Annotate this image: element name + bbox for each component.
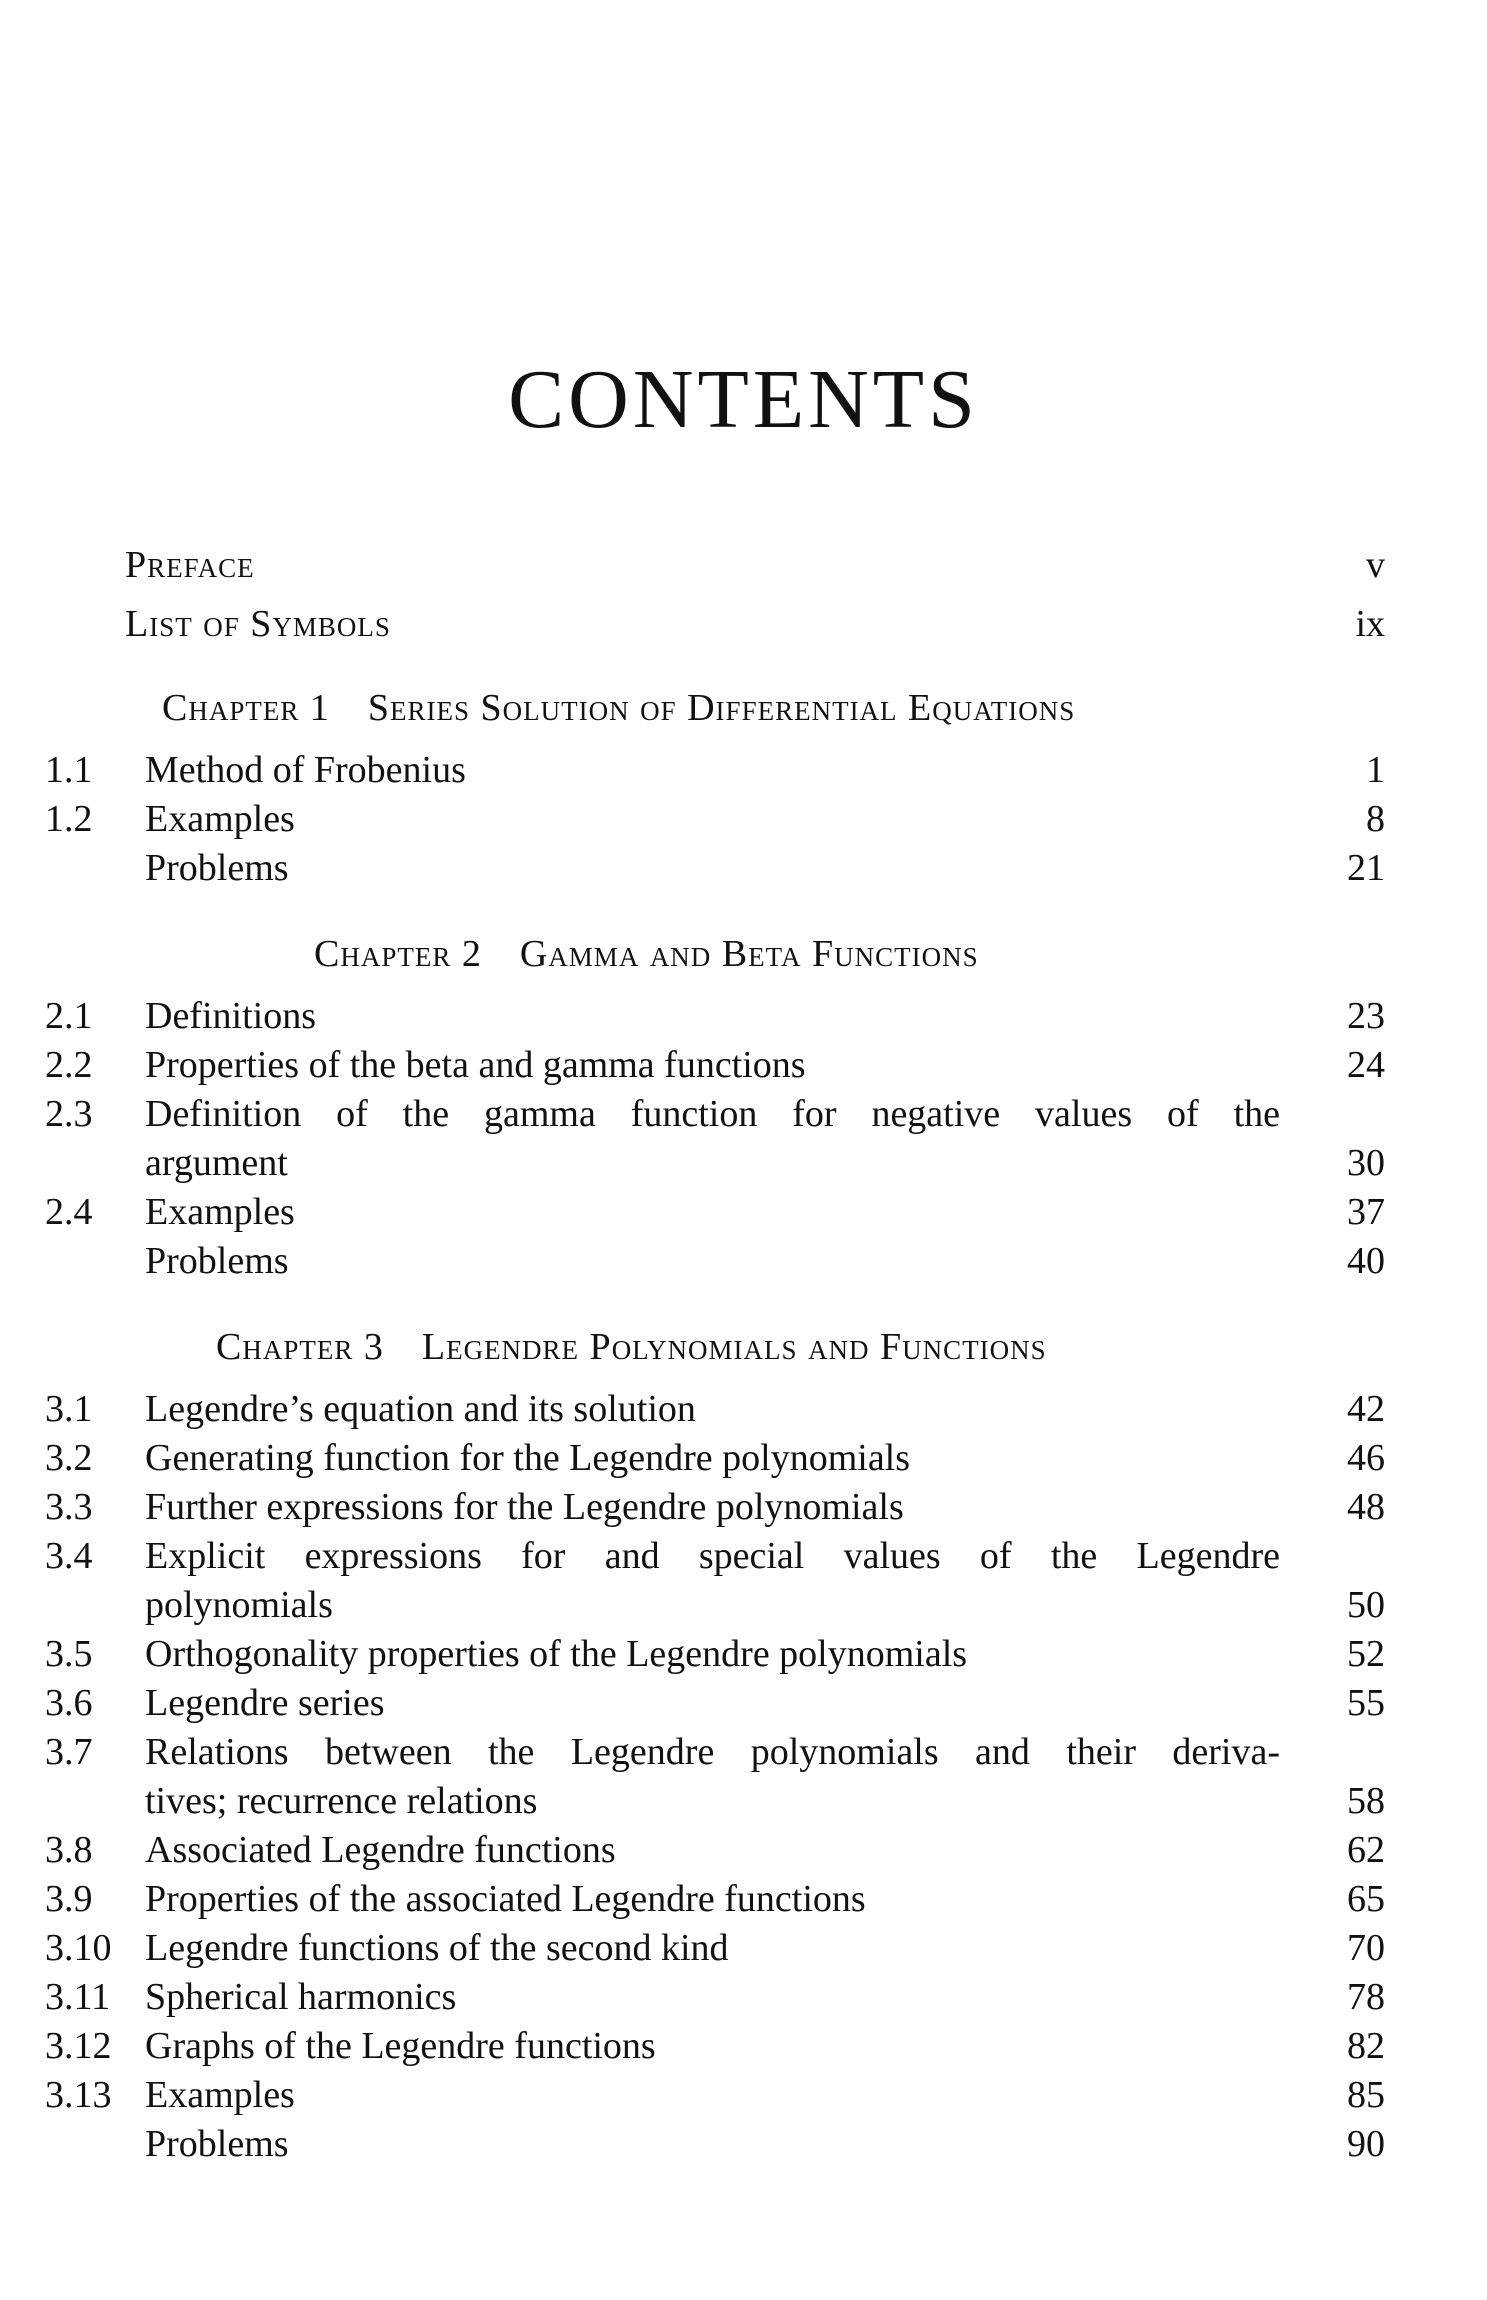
chapter-heading-3 xyxy=(216,1325,1047,1369)
toc-page-number: 30 xyxy=(1347,1142,1385,1184)
section-title: Definitions xyxy=(145,995,316,1037)
toc-entry xyxy=(45,1043,1385,1093)
section-number: 2.3 xyxy=(45,1093,93,1135)
chapter-label: Chapter 3 xyxy=(216,1326,384,1368)
section-title: Explicit expressions for and special values of the Legendre xyxy=(145,1535,1280,1577)
toc-entry xyxy=(45,1877,1385,1927)
section-title: Associated Legendre functions xyxy=(145,1829,616,1871)
toc-page-number: 55 xyxy=(1347,1682,1385,1724)
section-title: Properties of the associated Legendre functions xyxy=(145,1878,866,1920)
section-title: Examples xyxy=(145,798,295,840)
toc-entry xyxy=(45,797,1385,847)
section-number: 3.4 xyxy=(45,1535,93,1577)
toc-page-number: 62 xyxy=(1347,1829,1385,1871)
section-title: Legendre functions of the second kind xyxy=(145,1927,729,1969)
toc-page-number: 40 xyxy=(1347,1240,1385,1282)
chapter-title: Gamma and Beta Functions xyxy=(519,933,979,975)
toc-page-number: 21 xyxy=(1347,847,1385,889)
toc-entry xyxy=(45,1239,1385,1289)
toc-entry xyxy=(45,1681,1385,1731)
toc-entry xyxy=(45,1485,1385,1535)
section-number: 1.2 xyxy=(45,798,93,840)
section-title: Problems xyxy=(145,1240,289,1282)
section-title: Definition of the gamma function for negative values of the xyxy=(145,1093,1280,1135)
toc-entry xyxy=(45,1387,1385,1437)
toc-front-label: List of Symbols xyxy=(125,603,391,645)
toc-entry xyxy=(45,2122,1385,2172)
section-title: Further expressions for the Legendre polynomials xyxy=(145,1486,904,1528)
section-number: 3.7 xyxy=(45,1731,93,1773)
toc-entry xyxy=(45,846,1385,896)
section-number: 3.3 xyxy=(45,1486,93,1528)
chapter-label: Chapter 2 xyxy=(314,933,482,975)
section-number: 3.10 xyxy=(45,1927,112,1969)
section-number: 3.6 xyxy=(45,1682,93,1724)
section-title: Method of Frobenius xyxy=(145,749,466,791)
section-title: Legendre series xyxy=(145,1682,385,1724)
toc-entry xyxy=(45,1975,1385,2025)
toc-page-number: ix xyxy=(1355,603,1385,645)
section-number: 3.8 xyxy=(45,1829,93,1871)
toc-page-number: 50 xyxy=(1347,1584,1385,1626)
toc-page-number: 70 xyxy=(1347,1927,1385,1969)
chapter-title: Series Solution of Differential Equations xyxy=(367,687,1076,729)
page-title: CONTENTS xyxy=(508,353,979,447)
toc-entry-continuation xyxy=(45,1583,1385,1633)
toc-page-number: 42 xyxy=(1347,1388,1385,1430)
toc-entry xyxy=(45,2024,1385,2074)
toc-page-number: 52 xyxy=(1347,1633,1385,1675)
section-number: 3.2 xyxy=(45,1437,93,1479)
section-number: 3.1 xyxy=(45,1388,93,1430)
section-number: 2.1 xyxy=(45,995,93,1037)
section-number: 3.11 xyxy=(45,1976,111,2018)
toc-entry xyxy=(45,1092,1385,1142)
chapter-heading-1 xyxy=(162,686,1075,730)
toc-page-number: 78 xyxy=(1347,1976,1385,2018)
toc-page-number: 8 xyxy=(1366,798,1385,840)
section-number: 3.12 xyxy=(45,2025,112,2067)
section-number: 1.1 xyxy=(45,749,93,791)
section-title: Problems xyxy=(145,2123,289,2165)
toc-entry-continuation xyxy=(45,1779,1385,1829)
toc-entry xyxy=(45,1926,1385,1976)
section-title: Legendre’s equation and its solution xyxy=(145,1388,696,1430)
toc-page-number: 1 xyxy=(1366,749,1385,791)
toc-page-number: 58 xyxy=(1347,1780,1385,1822)
toc-front-label: Preface xyxy=(125,544,255,586)
section-title: Spherical harmonics xyxy=(145,1976,457,2018)
section-title: Generating function for the Legendre polynomials xyxy=(145,1437,911,1479)
toc-page-number: 85 xyxy=(1347,2074,1385,2116)
section-title: argument xyxy=(145,1142,288,1184)
toc-front-preface xyxy=(125,543,1385,587)
section-title: Graphs of the Legendre functions xyxy=(145,2025,656,2067)
toc-entry xyxy=(45,1436,1385,1486)
section-number: 3.13 xyxy=(45,2074,112,2116)
toc-page-number: 37 xyxy=(1347,1191,1385,1233)
section-title: tives; recurrence relations xyxy=(145,1780,538,1822)
chapter-title: Legendre Polynomials and Functions xyxy=(421,1326,1047,1368)
section-title: polynomials xyxy=(145,1584,333,1626)
section-title: Examples xyxy=(145,2074,295,2116)
chapter-label: Chapter 1 xyxy=(162,687,330,729)
section-title: Examples xyxy=(145,1191,295,1233)
section-number: 2.2 xyxy=(45,1044,93,1086)
section-number: 3.9 xyxy=(45,1878,93,1920)
section-number: 3.5 xyxy=(45,1633,93,1675)
toc-entry xyxy=(45,1730,1385,1780)
toc-page-number: 23 xyxy=(1347,995,1385,1037)
toc-front-list-of-symbols xyxy=(125,602,1385,646)
toc-entry xyxy=(45,1828,1385,1878)
toc-entry xyxy=(45,1190,1385,1240)
toc-entry xyxy=(45,748,1385,798)
toc-page-number: 90 xyxy=(1347,2123,1385,2165)
toc-page-number: 48 xyxy=(1347,1486,1385,1528)
toc-entry xyxy=(45,1534,1385,1584)
section-title: Relations between the Legendre polynomials and their deriva- xyxy=(145,1731,1280,1773)
section-title: Problems xyxy=(145,847,289,889)
chapter-heading-2 xyxy=(314,932,979,976)
toc-entry xyxy=(45,994,1385,1044)
toc-page-number: 65 xyxy=(1347,1878,1385,1920)
section-number: 2.4 xyxy=(45,1191,93,1233)
toc-page-number: 82 xyxy=(1347,2025,1385,2067)
section-title: Orthogonality properties of the Legendre polynomials xyxy=(145,1633,968,1675)
section-title: Properties of the beta and gamma functions xyxy=(145,1044,806,1086)
toc-entry-continuation xyxy=(45,1141,1385,1191)
toc-page-number: v xyxy=(1366,544,1385,586)
toc-page-number: 46 xyxy=(1347,1437,1385,1479)
toc-entry xyxy=(45,1632,1385,1682)
toc-page-number: 24 xyxy=(1347,1044,1385,1086)
toc-entry xyxy=(45,2073,1385,2123)
